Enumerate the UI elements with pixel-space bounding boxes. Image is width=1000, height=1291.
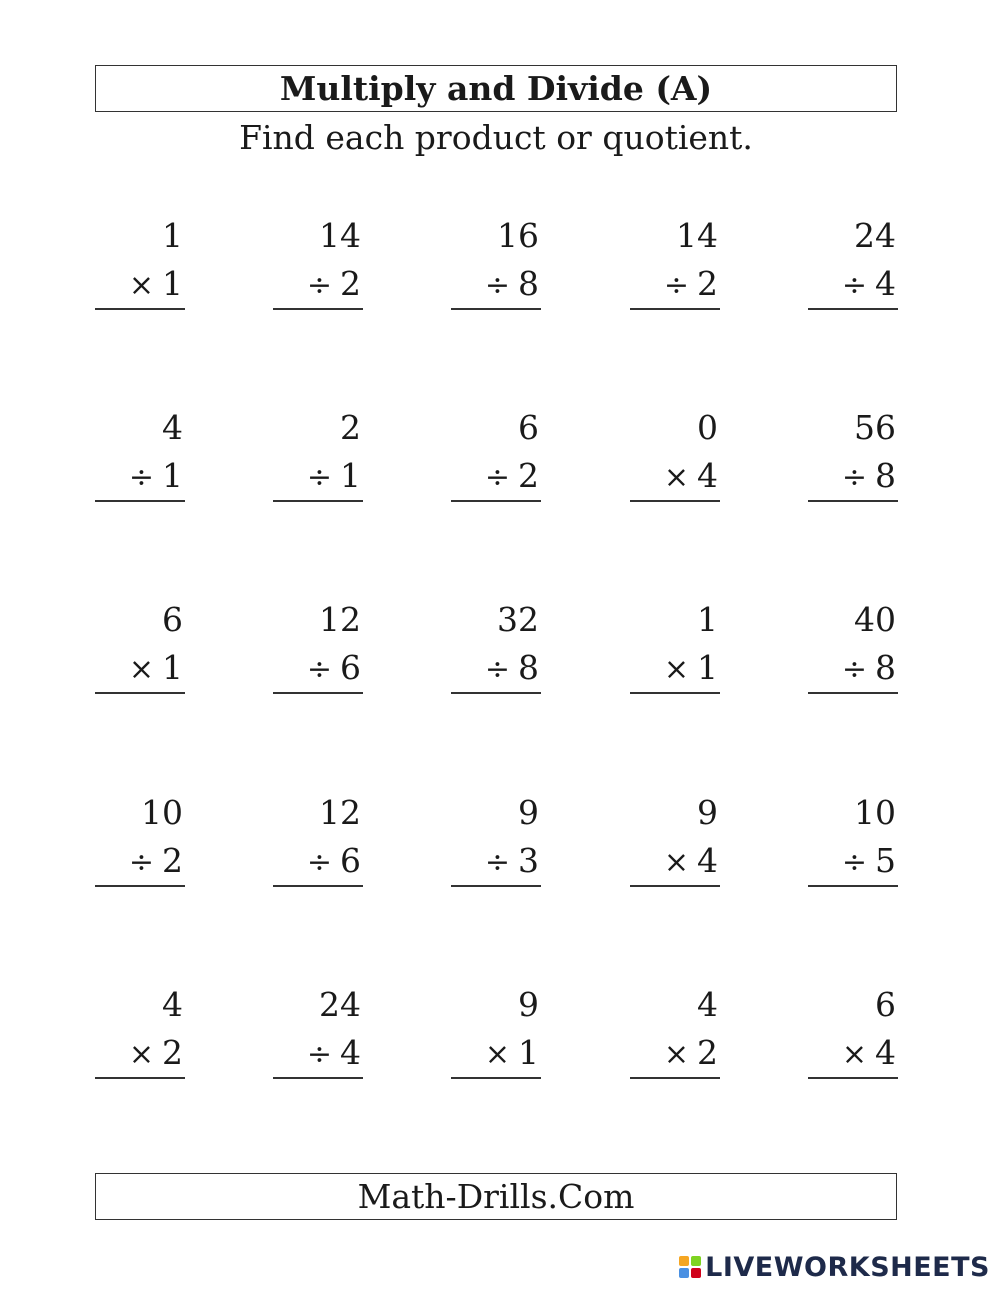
operator-sign: × xyxy=(128,1037,154,1072)
footer-box xyxy=(95,1173,897,1220)
problem-bottom-row xyxy=(273,452,363,502)
problem-top-number: 10 xyxy=(141,793,183,832)
problem-bottom-row xyxy=(273,837,363,887)
problem xyxy=(273,404,363,502)
problem-bottom-number: 4 xyxy=(875,1033,896,1072)
footer-text: Math-Drills.Com xyxy=(357,1177,635,1216)
problem xyxy=(808,404,898,502)
problem-top-number: 40 xyxy=(854,600,896,639)
problem-bottom-row xyxy=(95,452,185,502)
problem-top-number: 2 xyxy=(340,408,361,447)
problem-top-number: 9 xyxy=(697,793,718,832)
operator-sign: ÷ xyxy=(306,268,332,303)
operator-sign: ÷ xyxy=(306,652,332,687)
problem xyxy=(630,981,720,1079)
problem-bottom-row xyxy=(95,260,185,310)
problem-bottom-row xyxy=(95,837,185,887)
problem-bottom-row xyxy=(451,452,541,502)
problem-top-number: 9 xyxy=(518,793,539,832)
logo-square xyxy=(679,1268,689,1278)
problem-bottom-number: 5 xyxy=(875,841,896,880)
problem-bottom-number: 8 xyxy=(875,648,896,687)
page-title: Multiply and Divide (A) xyxy=(279,69,713,108)
problem xyxy=(451,212,541,310)
problem-bottom-number: 2 xyxy=(697,1033,718,1072)
operator-sign: ÷ xyxy=(841,652,867,687)
operator-sign: ÷ xyxy=(484,268,510,303)
problem xyxy=(95,789,185,887)
problem xyxy=(451,789,541,887)
problem xyxy=(808,981,898,1079)
problem-bottom-row xyxy=(808,260,898,310)
problem-top-number: 4 xyxy=(162,985,183,1024)
problem-bottom-number: 2 xyxy=(162,1033,183,1072)
problem xyxy=(95,981,185,1079)
problem-bottom-number: 2 xyxy=(697,264,718,303)
logo-square xyxy=(679,1256,689,1266)
problem-bottom-number: 1 xyxy=(162,648,183,687)
liveworksheets-watermark xyxy=(679,1252,990,1282)
problem-bottom-row xyxy=(630,452,720,502)
problem-bottom-row xyxy=(95,644,185,694)
problem xyxy=(273,596,363,694)
problem-bottom-row xyxy=(273,1029,363,1079)
problem xyxy=(273,789,363,887)
operator-sign: ÷ xyxy=(306,460,332,495)
problem xyxy=(273,981,363,1079)
watermark-text: LIVEWORKSHEETS xyxy=(705,1251,990,1283)
problem-top-number: 24 xyxy=(319,985,361,1024)
problem-bottom-row xyxy=(451,1029,541,1079)
problem-bottom-row xyxy=(451,837,541,887)
problem xyxy=(95,596,185,694)
problem-top-number: 16 xyxy=(497,216,539,255)
problem-top-number: 14 xyxy=(319,216,361,255)
operator-sign: ÷ xyxy=(484,845,510,880)
operator-sign: ÷ xyxy=(663,268,689,303)
problem-bottom-number: 6 xyxy=(340,648,361,687)
problem-bottom-row xyxy=(273,260,363,310)
problem-bottom-row xyxy=(808,837,898,887)
problem-top-number: 12 xyxy=(319,793,361,832)
problem-bottom-row xyxy=(95,1029,185,1079)
operator-sign: × xyxy=(484,1037,510,1072)
operator-sign: ÷ xyxy=(484,460,510,495)
problem-bottom-row xyxy=(451,260,541,310)
problem xyxy=(808,789,898,887)
problem-top-number: 12 xyxy=(319,600,361,639)
instructions: Find each product or quotient. xyxy=(239,118,753,157)
problem-top-number: 4 xyxy=(162,408,183,447)
problem-bottom-row xyxy=(630,1029,720,1079)
problem-top-number: 6 xyxy=(875,985,896,1024)
problem-top-number: 4 xyxy=(697,985,718,1024)
operator-sign: × xyxy=(663,460,689,495)
operator-sign: × xyxy=(128,652,154,687)
problem-bottom-number: 1 xyxy=(162,456,183,495)
logo-square xyxy=(691,1268,701,1278)
problem-top-number: 6 xyxy=(518,408,539,447)
problem-top-number: 24 xyxy=(854,216,896,255)
operator-sign: ÷ xyxy=(841,460,867,495)
problem-bottom-row xyxy=(630,644,720,694)
problem-bottom-row xyxy=(630,260,720,310)
problem-bottom-number: 1 xyxy=(162,264,183,303)
problem xyxy=(451,596,541,694)
problem-bottom-number: 3 xyxy=(518,841,539,880)
problem xyxy=(95,212,185,310)
problem xyxy=(273,212,363,310)
problem xyxy=(630,212,720,310)
problem-bottom-row xyxy=(808,452,898,502)
problem-top-number: 1 xyxy=(697,600,718,639)
operator-sign: × xyxy=(663,1037,689,1072)
problem-bottom-number: 8 xyxy=(518,648,539,687)
problem-bottom-row xyxy=(273,644,363,694)
problem-top-number: 56 xyxy=(854,408,896,447)
operator-sign: ÷ xyxy=(841,845,867,880)
problem xyxy=(808,596,898,694)
operator-sign: × xyxy=(663,845,689,880)
problem xyxy=(95,404,185,502)
operator-sign: ÷ xyxy=(128,845,154,880)
problem xyxy=(451,404,541,502)
operator-sign: × xyxy=(128,268,154,303)
problem-bottom-number: 1 xyxy=(697,648,718,687)
problem-top-number: 6 xyxy=(162,600,183,639)
problem-bottom-number: 6 xyxy=(340,841,361,880)
problem-top-number: 0 xyxy=(697,408,718,447)
problem-bottom-row xyxy=(451,644,541,694)
operator-sign: ÷ xyxy=(306,845,332,880)
problem-bottom-number: 4 xyxy=(697,456,718,495)
problem-bottom-number: 4 xyxy=(875,264,896,303)
problem-bottom-number: 2 xyxy=(518,456,539,495)
problem-bottom-number: 8 xyxy=(518,264,539,303)
problem xyxy=(808,212,898,310)
operator-sign: ÷ xyxy=(484,652,510,687)
problem xyxy=(630,789,720,887)
problem-bottom-number: 4 xyxy=(340,1033,361,1072)
liveworksheets-logo-icon xyxy=(679,1256,701,1278)
operator-sign: ÷ xyxy=(128,460,154,495)
operator-sign: ÷ xyxy=(306,1037,332,1072)
problem-bottom-number: 8 xyxy=(875,456,896,495)
problem-bottom-number: 2 xyxy=(340,264,361,303)
problem-top-number: 14 xyxy=(676,216,718,255)
problem xyxy=(630,596,720,694)
problem-bottom-number: 4 xyxy=(697,841,718,880)
operator-sign: × xyxy=(841,1037,867,1072)
problem-top-number: 9 xyxy=(518,985,539,1024)
operator-sign: × xyxy=(663,652,689,687)
operator-sign: ÷ xyxy=(841,268,867,303)
problem xyxy=(451,981,541,1079)
problem-bottom-number: 2 xyxy=(162,841,183,880)
problem xyxy=(630,404,720,502)
problem-bottom-number: 1 xyxy=(340,456,361,495)
problem-bottom-number: 1 xyxy=(518,1033,539,1072)
problem-bottom-row xyxy=(630,837,720,887)
logo-square xyxy=(691,1256,701,1266)
problem-top-number: 10 xyxy=(854,793,896,832)
problem-top-number: 1 xyxy=(162,216,183,255)
problem-bottom-row xyxy=(808,644,898,694)
problem-bottom-row xyxy=(808,1029,898,1079)
problem-top-number: 32 xyxy=(497,600,539,639)
